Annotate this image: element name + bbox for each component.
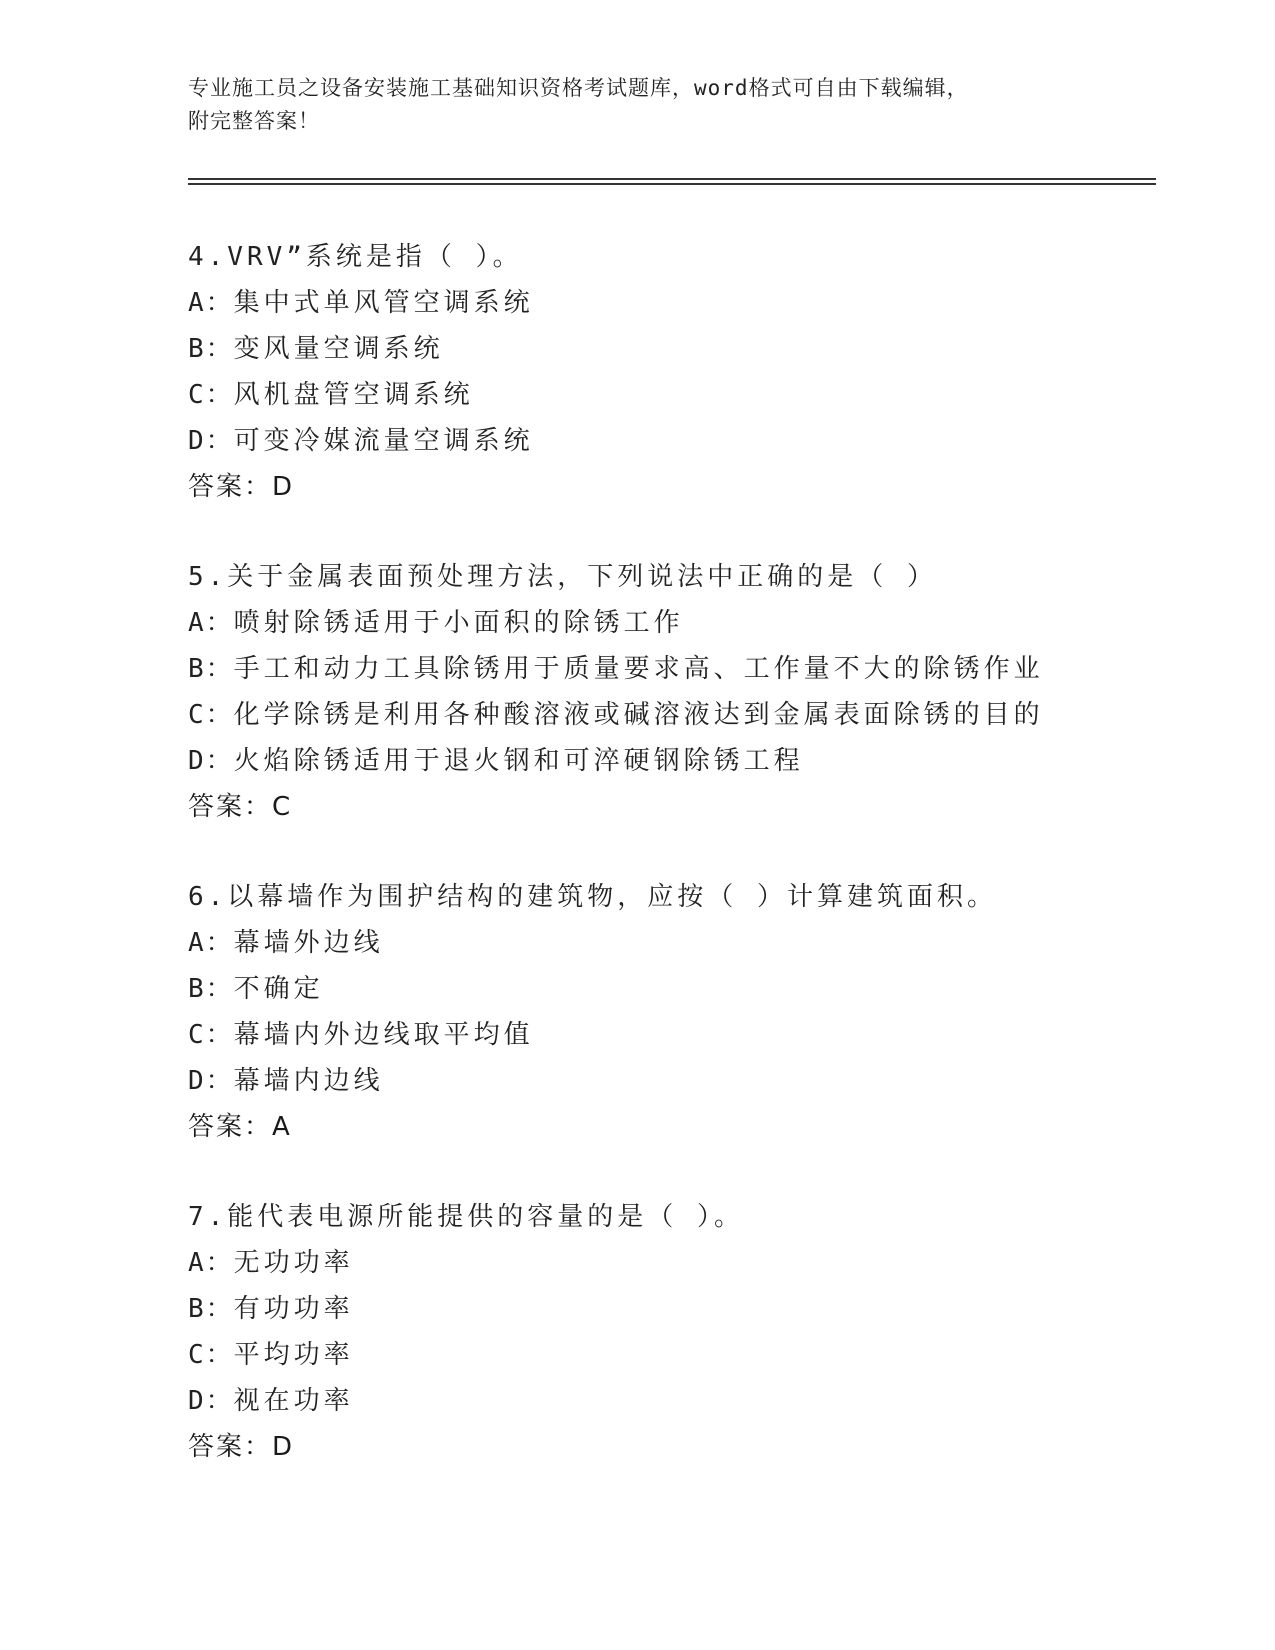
- header-line-1: 专业施工员之设备安装施工基础知识资格考试题库，word格式可自由下载编辑，: [188, 76, 969, 100]
- option-text: 火焰除锈适用于退火钢和可淬硬钢除锈工程: [233, 746, 804, 776]
- answer-line: 答案：C: [188, 792, 293, 822]
- option-text: 不确定: [233, 974, 324, 1004]
- option-d: [188, 1378, 1148, 1424]
- option-text: 化学除锈是利用各种酸溶液或碱溶液达到金属表面除锈的目的: [233, 700, 1044, 730]
- option-key: D：: [188, 746, 234, 776]
- option-d: [188, 1058, 1148, 1104]
- option-text: 手工和动力工具除锈用于质量要求高、工作量不大的除锈作业: [233, 654, 1044, 684]
- option-key: A：: [188, 288, 234, 318]
- option-text: 幕墙内外边线取平均值: [233, 1020, 534, 1050]
- document-header: [188, 72, 1088, 138]
- option-d: [188, 418, 1148, 464]
- header-divider-bottom: [188, 183, 1156, 185]
- option-c: [188, 372, 1148, 418]
- header-line-2: 附完整答案！: [188, 109, 320, 133]
- option-c: [188, 1332, 1148, 1378]
- option-text: 视在功率: [233, 1386, 354, 1416]
- question-stem: 4.VRV”系统是指（ ）。: [188, 242, 523, 272]
- question-stem: 6.以幕墙作为围护结构的建筑物，应按（ ）计算建筑面积。: [188, 882, 997, 912]
- option-a: [188, 1240, 1148, 1286]
- option-c: [188, 692, 1148, 738]
- option-key: C：: [188, 700, 234, 730]
- option-b: [188, 326, 1148, 372]
- option-text: 喷射除锈适用于小面积的除锈工作: [233, 608, 684, 638]
- option-text: 幕墙内边线: [233, 1066, 384, 1096]
- option-text: 平均功率: [233, 1340, 354, 1370]
- option-text: 风机盘管空调系统: [233, 380, 474, 410]
- option-key: A：: [188, 608, 234, 638]
- option-b: [188, 1286, 1148, 1332]
- option-key: A：: [188, 928, 234, 958]
- option-text: 有功功率: [233, 1294, 354, 1324]
- answer-line: 答案：D: [188, 472, 295, 502]
- option-a: [188, 600, 1148, 646]
- option-key: A：: [188, 1248, 234, 1278]
- question-block: [188, 874, 1148, 1150]
- question-stem: 5.关于金属表面预处理方法，下列说法中正确的是（ ）: [188, 562, 937, 592]
- option-key: B：: [188, 1294, 234, 1324]
- header-divider-top: [188, 178, 1156, 180]
- option-text: 集中式单风管空调系统: [233, 288, 534, 318]
- option-c: [188, 1012, 1148, 1058]
- option-key: D：: [188, 1066, 234, 1096]
- question-block: [188, 234, 1148, 510]
- option-key: C：: [188, 1340, 234, 1370]
- option-key: B：: [188, 334, 234, 364]
- answer-line: 答案：D: [188, 1432, 295, 1462]
- option-b: [188, 966, 1148, 1012]
- option-text: 变风量空调系统: [233, 334, 444, 364]
- option-b: [188, 646, 1148, 692]
- option-key: C：: [188, 1020, 234, 1050]
- option-key: D：: [188, 426, 234, 456]
- option-key: D：: [188, 1386, 234, 1416]
- question-block: [188, 554, 1148, 830]
- option-key: B：: [188, 974, 234, 1004]
- answer-line: 答案：A: [188, 1112, 292, 1142]
- option-text: 无功功率: [233, 1248, 354, 1278]
- option-key: C：: [188, 380, 234, 410]
- option-key: B：: [188, 654, 234, 684]
- option-a: [188, 280, 1148, 326]
- option-d: [188, 738, 1148, 784]
- option-a: [188, 920, 1148, 966]
- question-stem: 7.能代表电源所能提供的容量的是（ ）。: [188, 1202, 744, 1232]
- option-text: 幕墙外边线: [233, 928, 384, 958]
- option-text: 可变冷媒流量空调系统: [233, 426, 534, 456]
- question-block: [188, 1194, 1148, 1470]
